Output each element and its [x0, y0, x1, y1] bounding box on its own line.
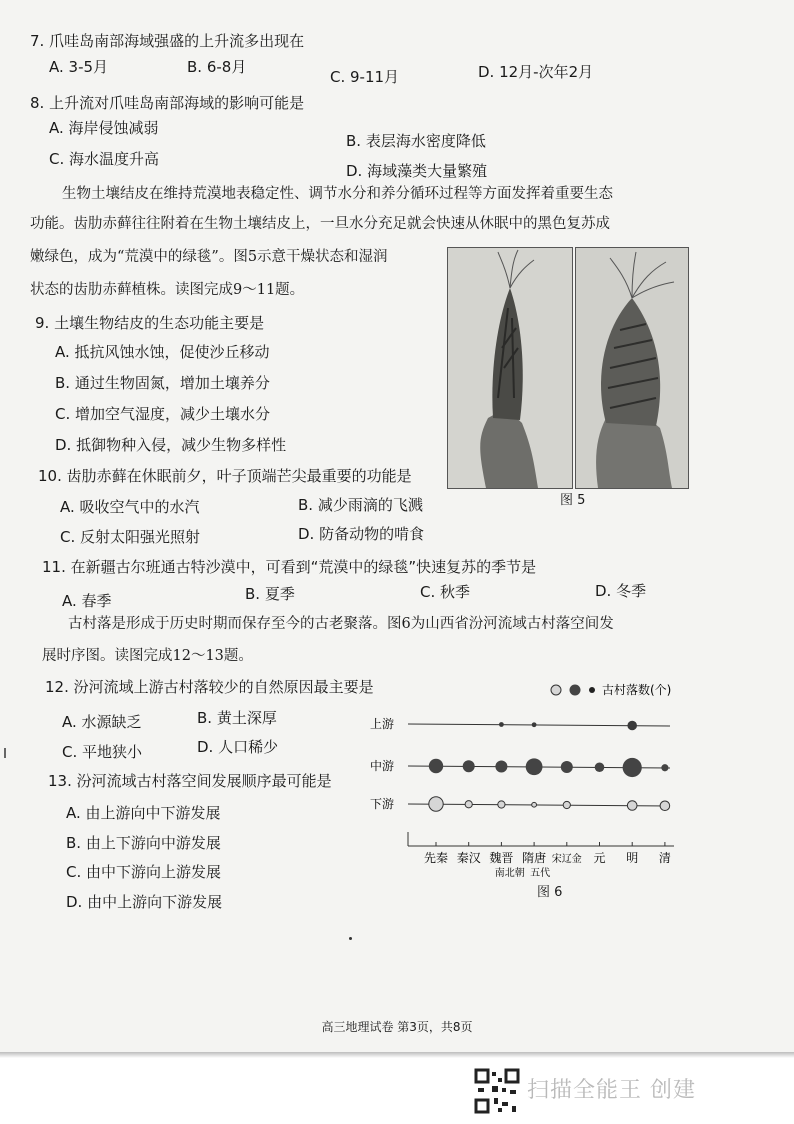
passage1-line2: 功能。齿肋赤藓往往附着在生物土壤结皮上，一旦水分充足就会快速从休眠中的黑色复苏成	[30, 216, 610, 232]
passage2-line1: 古村落是形成于历史时期而保存至今的古老聚落。图6为山西省汾河流域古村落空间发	[68, 616, 614, 632]
q11-option-a: A. 春季	[62, 592, 112, 610]
x-tick-label: 明	[626, 851, 639, 865]
q8-stem: 8. 上升流对爪哇岛南部海域的影响可能是	[30, 94, 305, 112]
q13-option-d: D. 由中上游向下游发展	[66, 893, 223, 911]
village-count-marker	[499, 722, 504, 727]
village-count-marker	[465, 801, 472, 808]
q9-option-b: B. 通过生物固氮，增加土壤养分	[55, 374, 270, 392]
q10-stem: 10. 齿肋赤藓在休眠前夕，叶子顶端芒尖最重要的功能是	[38, 467, 412, 485]
q8-option-a: A. 海岸侵蚀减弱	[49, 119, 159, 137]
x-tick-label: 元	[593, 851, 606, 865]
q9-option-a: A. 抵抗风蚀水蚀，促使沙丘移动	[55, 343, 270, 361]
village-count-marker	[498, 801, 505, 808]
village-count-marker	[495, 761, 507, 773]
q7-option-b: B. 6-8月	[187, 58, 247, 76]
q11-option-c: C. 秋季	[420, 583, 471, 601]
village-count-marker	[595, 762, 605, 772]
legend-marker-small	[589, 687, 595, 693]
x-tick-label: 清	[658, 851, 671, 865]
row-label: 上游	[370, 717, 395, 731]
village-count-marker	[627, 721, 637, 731]
q12-option-a: A. 水源缺乏	[62, 713, 142, 731]
row-label: 中游	[370, 759, 395, 773]
village-count-marker	[526, 758, 543, 775]
q13-option-c: C. 由中下游向上游发展	[66, 863, 222, 881]
passage2-line2: 展时序图。读图完成12～13题。	[42, 648, 253, 664]
village-count-marker	[532, 802, 537, 807]
fig5-caption: 图 5	[560, 493, 586, 508]
q9-option-d: D. 抵御物种入侵，减少生物多样性	[55, 436, 287, 454]
moss-dry-photo	[447, 247, 573, 489]
village-count-marker	[561, 761, 573, 773]
x-tick-label: 魏晋	[489, 851, 514, 865]
x-tick-label: 秦汉	[456, 851, 481, 865]
fig6-chart	[360, 678, 700, 893]
page-edge-shadow	[0, 1052, 794, 1058]
q11-stem: 11. 在新疆古尔班通古特沙漠中，可看到“荒漠中的绿毯”快速复苏的季节是	[42, 558, 537, 576]
x-tick-label: 先秦	[423, 851, 449, 865]
q13-option-b: B. 由上下游向中游发展	[66, 834, 221, 852]
village-count-marker	[627, 801, 637, 811]
q10-option-d: D. 防备动物的啃食	[298, 525, 425, 543]
village-count-marker	[563, 801, 570, 808]
village-count-marker	[661, 764, 668, 771]
q12-stem: 12. 汾河流域上游古村落较少的自然原因最主要是	[45, 678, 374, 696]
row-label: 下游	[370, 797, 395, 811]
q9-option-c: C. 增加空气湿度，减少土壤水分	[55, 405, 271, 423]
legend-marker-dark	[570, 685, 581, 696]
q10-option-c: C. 反射太阳强光照射	[60, 528, 201, 546]
fig6-caption: 图 6	[537, 885, 563, 900]
passage1-line1: 生物土壤结皮在维持荒漠地表稳定性、调节水分和养分循环过程等方面发挥着重要生态	[62, 186, 613, 202]
village-count-marker	[429, 797, 443, 811]
q12-option-b: B. 黄土深厚	[197, 709, 277, 727]
village-count-marker	[463, 760, 475, 772]
q11-option-b: B. 夏季	[245, 585, 295, 603]
x-tick-label: 隋唐	[522, 851, 547, 865]
q9-stem: 9. 土壤生物结皮的生态功能主要是	[35, 314, 265, 332]
village-count-marker	[532, 722, 537, 727]
q13-option-a: A. 由上游向中下游发展	[66, 804, 221, 822]
village-count-marker	[660, 801, 670, 811]
q7-option-c: C. 9-11月	[330, 68, 400, 86]
q12-option-d: D. 人口稀少	[197, 738, 279, 756]
x-tick-sublabel: 南北朝	[494, 868, 525, 879]
qr-code-icon	[474, 1068, 520, 1114]
x-tick-label: 宋辽金	[551, 854, 582, 865]
q7-stem: 7. 爪哇岛南部海域强盛的上升流多出现在	[30, 32, 305, 50]
village-count-marker	[623, 758, 642, 777]
legend-marker-light	[551, 685, 561, 695]
stray-dot	[349, 937, 352, 940]
village-count-marker	[429, 759, 443, 773]
q7-option-d: D. 12月-次年2月	[478, 63, 594, 81]
x-tick-sublabel: 五代	[530, 868, 551, 879]
legend-label: 古村落数(个)	[602, 683, 672, 697]
q10-option-a: A. 吸收空气中的水汽	[60, 498, 200, 516]
q13-stem: 13. 汾河流域古村落空间发展顺序最可能是	[48, 772, 332, 790]
q12-option-c: C. 平地狭小	[62, 743, 143, 761]
q8-option-d: D. 海域藻类大量繁殖	[346, 162, 488, 180]
margin-mark	[4, 748, 6, 758]
q10-option-b: B. 减少雨滴的飞溅	[298, 496, 423, 514]
watermark-text: 扫描全能王 创建	[527, 1078, 696, 1103]
q11-option-d: D. 冬季	[595, 582, 647, 600]
q8-option-b: B. 表层海水密度降低	[346, 132, 486, 150]
q7-option-a: A. 3-5月	[49, 58, 109, 76]
passage1-line4: 状态的齿肋赤藓植株。读图完成9～11题。	[30, 282, 305, 298]
q8-option-c: C. 海水温度升高	[49, 150, 160, 168]
moss-wet-photo	[575, 247, 689, 489]
passage1-line3: 嫩绿色，成为“荒漠中的绿毯”。图5示意干燥状态和湿润	[30, 249, 388, 265]
page-footer: 高三地理试卷 第3页，共8页	[321, 1020, 473, 1034]
